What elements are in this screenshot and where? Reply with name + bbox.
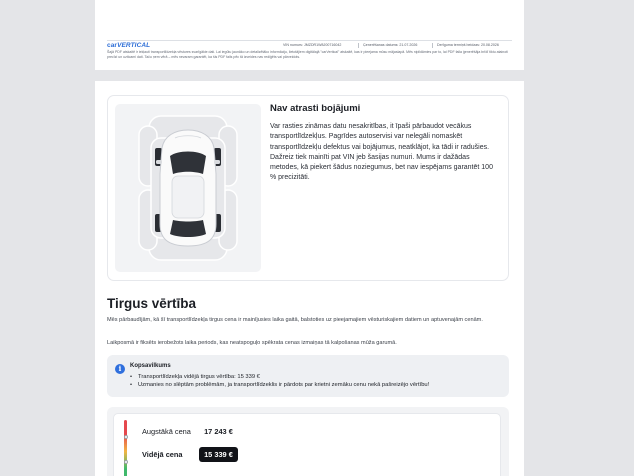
price-scale: [124, 420, 127, 476]
list-item: • Transportlīdzekļa vidējā tirgus vērtība: 15 339 €: [130, 373, 429, 381]
summary-list: [130, 373, 429, 390]
summary-title: Kopsavilkums: [130, 363, 171, 369]
list-item: • Uzmanies no slēptām problēmām, ja transportlīdzeklis ir pārdots par krietni zemāku cenu nekā pašreizējo vērtību!: [130, 381, 429, 389]
damage-card: [107, 95, 509, 281]
high-price-marker: [124, 435, 128, 439]
high-price-value: 17 243 €: [204, 427, 233, 436]
previous-page-fragment: [95, 0, 524, 70]
summary-box: [107, 355, 509, 397]
pdf-disclaimer: Šajā PDF atskaitē ir iekļauti transportlīdzekļa vēstures svarīgākie dati. Lai iegūtu jaunāko un detalizētāko informāciju, lietotājiem digitālajā "carVertical" atskaitē, kas ir pieejama mūsu mājaslapā. Mēs nipildāmies par to, lai PDF faila ģenerēšāja brīdī tiktu atainoti precīzi un uzticami dati. Taču ņem vērā – mēs nevaram garantēt, ka šis PDF fails pēc tā izveides nav rediģēts vai pārveidots.: [107, 50, 508, 59]
generated-date: Ģenerēšanas datums: 21.07.2026: [363, 43, 418, 47]
high-price-label: Augstākā cena: [142, 427, 191, 436]
price-range-panel: [113, 413, 501, 476]
market-value-title: Tirgus vērtība: [107, 296, 197, 311]
avg-price-row: [142, 450, 238, 459]
carvertical-logo: carVERTICAL: [107, 42, 151, 49]
damage-description: Var rasties zināmas datu nesakritības, it īpaši pārbaudot vecākus transportlīdzekļus. Pagrīdes autoservisi var nelegāli nomaskēt transportlīdzekļu defektus vai bojājumus, neatklājot, ka tādi ir radušies. Dažreiz tiek mainīti pat VIN jeb šasijas numuri. Mums ir dažādas metodes, kā piekert šādus noziegumus, bet nav iespējams garantēt 100 % precizitāti.: [270, 123, 493, 182]
footer-divider: [107, 40, 512, 41]
avg-price-value: 15 339 €: [199, 447, 238, 462]
market-value-period-note: Laikposmā ir fiksēts ierobežots laika periods, kas neatspoguļo spēkrata cenas izmaiņas tā kalpošanas mūža garumā.: [107, 340, 397, 346]
vin-number: VIN numurs: JMZDR1W8J00716042: [283, 43, 342, 47]
price-card: [107, 407, 509, 476]
car-top-view-icon: [115, 104, 261, 272]
market-value-intro: Mēs pārbaudījām, kā šī transportlīdzekļa tirgus cena ir mainījusies laika gaitā, balstoties uz pieejamajiem vēsturiskajiem datiem un aptuvenajām cenām.: [107, 317, 483, 323]
avg-price-label: Vidējā cena: [142, 450, 183, 459]
avg-price-marker: [124, 460, 128, 464]
valid-until-date: Derīguma termiņš beidzas: 20.08.2026: [437, 43, 499, 47]
car-diagram: [115, 104, 261, 272]
info-icon: i: [115, 364, 125, 374]
report-page: [95, 81, 524, 476]
damage-title: Nav atrasti bojājumi: [270, 103, 361, 114]
high-price-row: [142, 427, 233, 436]
